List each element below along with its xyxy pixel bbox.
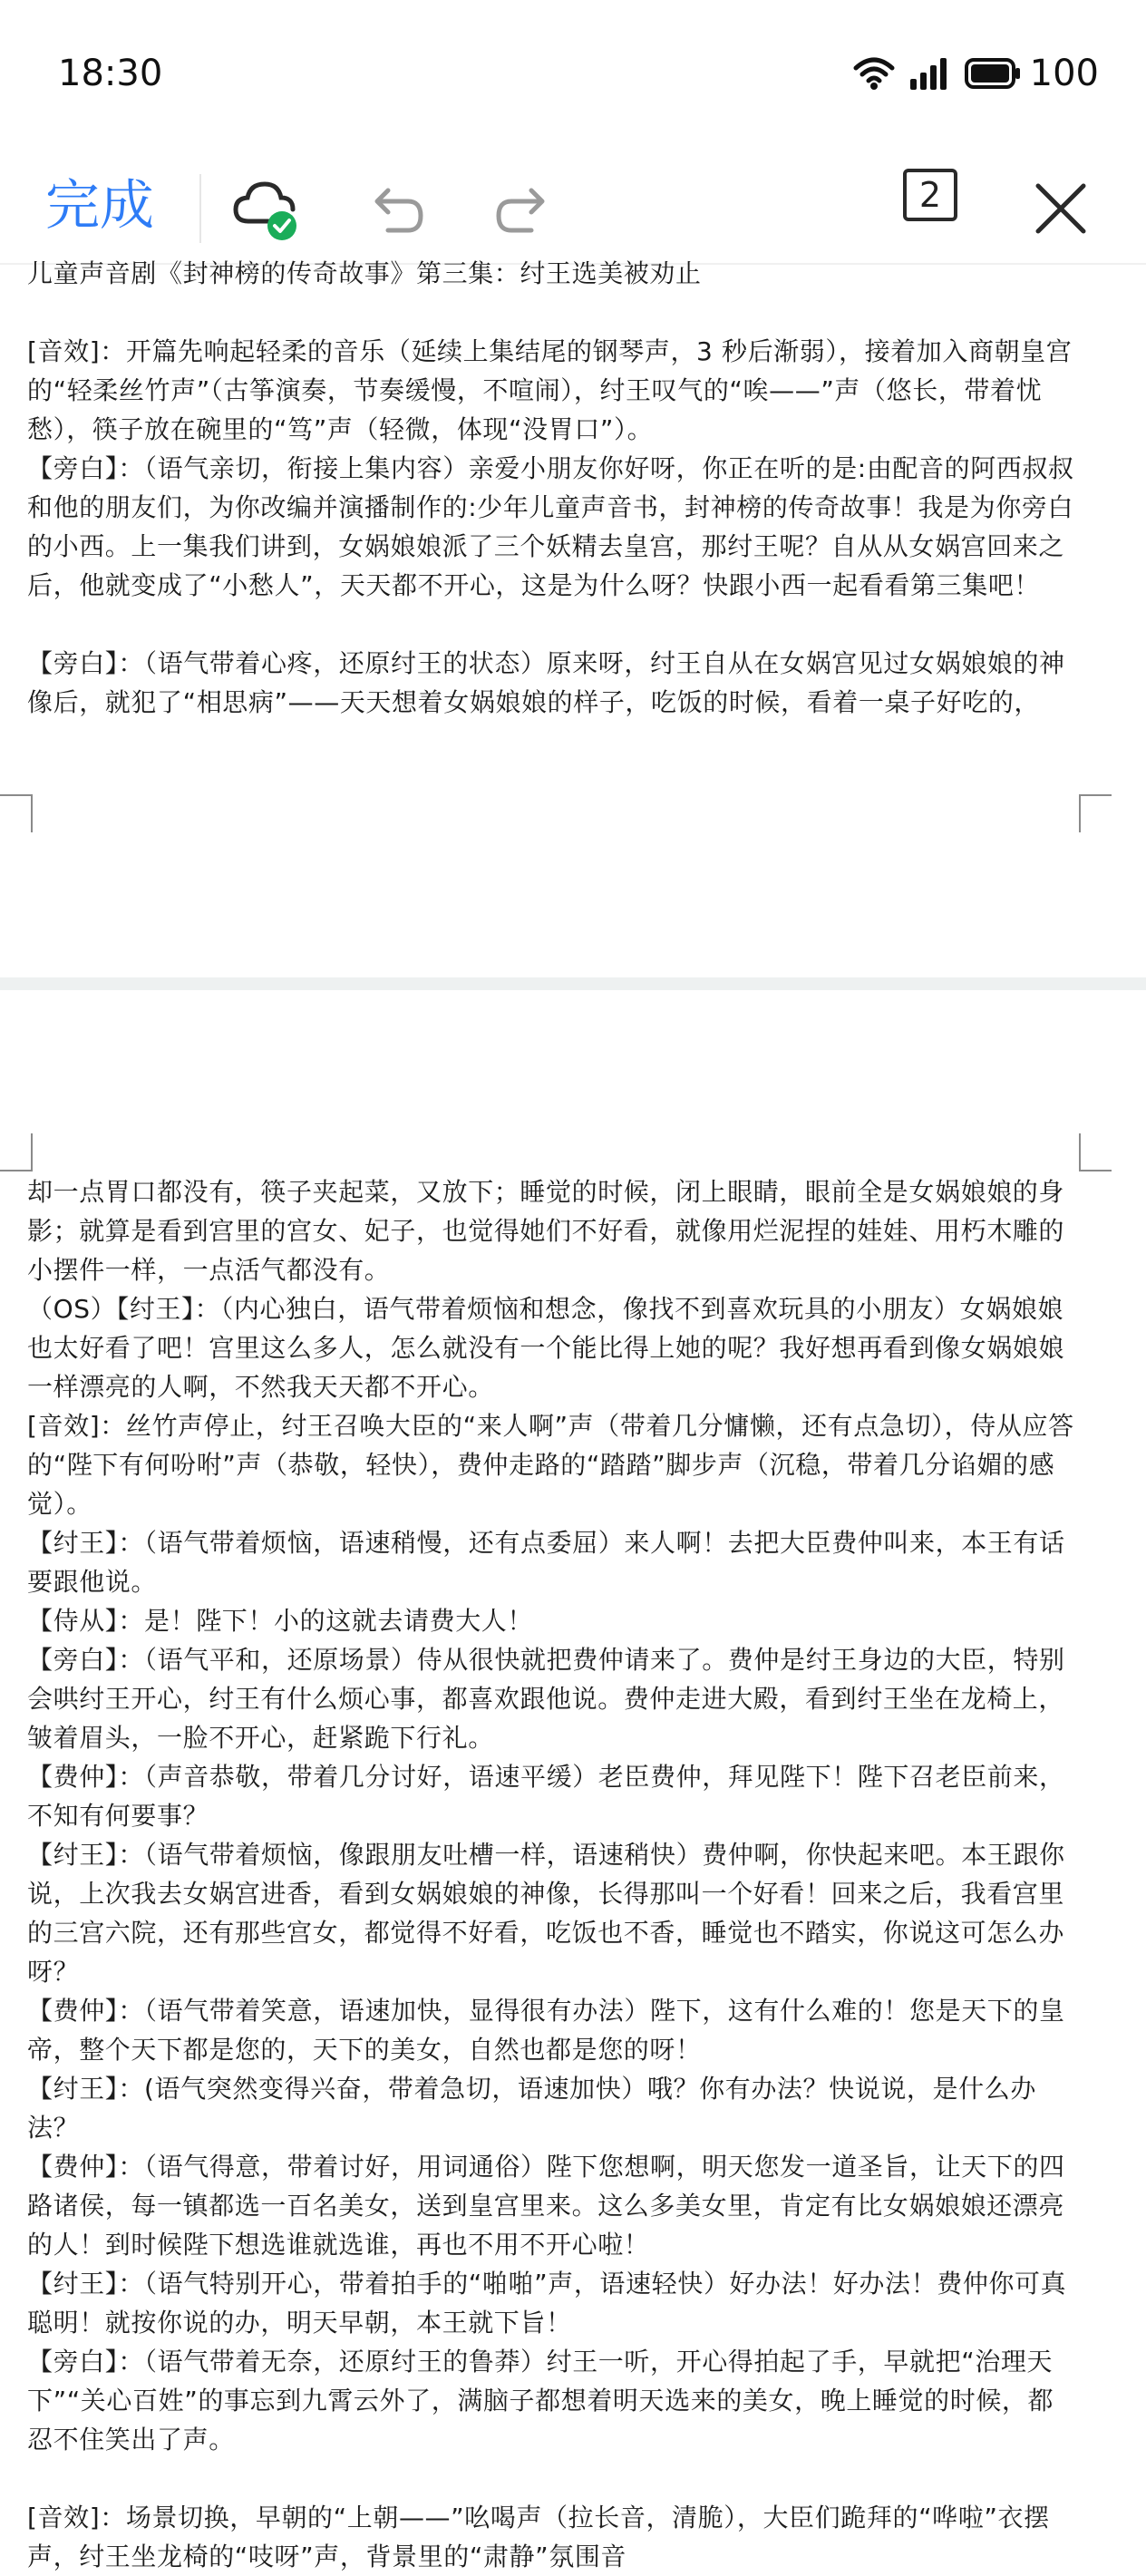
- doc-paragraph: 却一点胃口都没有，筷子夹起菜，又放下；睡觉的时候，闭上眼睛，眼前全是女娲娘娘的身影；就算是看到宫里的宫女、妃子，也觉得她们不好看，就像用烂泥捏的娃娃、用朽木雕的小摆件一样，一点活气都没有。: [27, 1177, 1065, 1285]
- doc-paragraph: [音效]：丝竹声停止，纣王召唤大臣的“来人啊”声（带着几分慵懒，还有点急切），侍从应答的“陛下有何吩咐”声（恭敬，轻快），费仲走路的“踏踏”脚步声（沉稳，带着几分谄媚的感觉）。: [27, 1411, 1074, 1519]
- doc-paragraph: 【纣王】：(语气突然变得兴奋，带着急切，语速加快）哦？你有办法？快说说，是什么办法？: [27, 2074, 1036, 2143]
- status-icons: [852, 53, 1099, 94]
- battery-level: 100: [1029, 53, 1099, 94]
- doc-paragraph: 【侍从】：是！陛下！小的这就去请费大人！: [27, 1606, 534, 1636]
- editor-toolbar: [0, 154, 1146, 265]
- doc-paragraph: 【旁白】：（语气亲切，衔接上集内容）亲爱小朋友你好呀，你正在听的是:由配音的阿西叔叔和他的朋友们，为你改编并演播制作的:少年儿童声音书，封神榜的传奇故事！我是为你旁白的小西。上一集我们讲到，女娲娘娘派了三个妖精去皇宫，那纣王呢？自从从女娲宫回来之后，他就变成了“小愁人”，天天都不开心，这是为什么呀？快跟小西一起看看第三集吧！: [27, 453, 1074, 600]
- toolbar-divider: [199, 174, 201, 243]
- redo-icon[interactable]: [481, 165, 568, 252]
- done-button[interactable]: 完成: [45, 174, 154, 238]
- doc-paragraph: 【纣王】：（语气带着烦恼，像跟朋友吐槽一样，语速稍快）费仲啊，你快起来吧。本王跟你说，上次我去女娲宫进香，看到女娲娘娘的神像，长得那叫一个好看！回来之后，我看宫里的三宫六院，还有那些宫女，都觉得不好看，吃饭也不香，睡觉也不踏实，你说这可怎么办呀？: [27, 1840, 1065, 1987]
- doc-title: 儿童声音剧《封神榜的传奇故事》第三集：纣王选美被劝止: [27, 258, 702, 288]
- page-corner-mark: [0, 794, 33, 832]
- close-icon[interactable]: [1017, 165, 1104, 252]
- page-corner-mark: [0, 1133, 33, 1171]
- doc-paragraph: 【费仲】：（声音恭敬，带着几分讨好，语速平缓）老臣费仲，拜见陛下！陛下召老臣前来，不知有何要事？: [27, 1762, 1065, 1831]
- doc-paragraph: 【旁白】：（语气带着心疼，还原纣王的状态）原来呀，纣王自从在女娲宫见过女娲娘娘的神像后，就犯了“相思病”——天天想着女娲娘娘的样子，吃饭的时候，看着一桌子好吃的，: [27, 648, 1065, 717]
- battery-icon: [965, 58, 1021, 89]
- doc-paragraph: 【旁白】：（语气带着无奈，还原纣王的鲁莽）纣王一听，开心得拍起了手，早就把“治理天下”“关心百姓”的事忘到九霄云外了，满脑子都想着明天选来的美女，晚上睡觉的时候，都忍不住笑出了声。: [27, 2347, 1054, 2454]
- status-time: 18:30: [58, 53, 163, 94]
- status-bar: [0, 0, 1146, 154]
- doc-paragraph: 【费仲】：（语气得意，带着讨好，用词通俗）陛下您想啊，明天您发一道圣旨，让天下的四路诸侯，每一镇都选一百名美女，送到皇宫里来。这么多美女里，肯定有比女娲娘娘还漂亮的人！到时候陛下想选谁就选谁，再也不用不开心啦！: [27, 2152, 1065, 2260]
- page-corner-mark: [1079, 794, 1112, 832]
- signal-icon: [908, 57, 948, 90]
- page-separator: [0, 977, 1146, 990]
- page-corner-mark: [1079, 1133, 1112, 1171]
- doc-paragraph: 【费仲】：（语气带着笑意，语速加快，显得很有办法）陛下，这有什么难的！您是天下的皇帝，整个天下都是您的，天下的美女，自然也都是您的呀！: [27, 1996, 1065, 2065]
- doc-paragraph: [音效]：开篇先响起轻柔的音乐（延续上集结尾的钢琴声，3 秒后渐弱），接着加入商朝皇宫的“轻柔丝竹声”（古筝演奏，节奏缓慢，不喧闹），纣王叹气的“唉——”声（悠长，带着忧愁），筷子放在碗里的“笃”声（轻微，体现“没胃口”）。: [27, 336, 1073, 444]
- document-page-1: [27, 254, 1079, 722]
- document-page-2: [27, 1172, 1079, 2576]
- doc-paragraph: 【纣王】：（语气带着烦恼，语速稍慢，还有点委屈）来人啊！去把大臣费仲叫来，本王有话要跟他说。: [27, 1528, 1065, 1597]
- doc-paragraph: [音效]：场景切换，早朝的“上朝——”吆喝声（拉长音，清脆），大臣们跪拜的“哗啦”衣摆声，纣王坐龙椅的“吱呀”声，背景里的“肃静”氛围音: [27, 2503, 1050, 2571]
- wifi-icon: [852, 55, 896, 92]
- cloud-check-icon[interactable]: [223, 165, 310, 252]
- doc-paragraph: 【旁白】：（语气平和，还原场景）侍从很快就把费仲请来了。费仲是纣王身边的大臣，特别会哄纣王开心，纣王有什么烦心事，都喜欢跟他说。费仲走进大殿，看到纣王坐在龙椅上，皱着眉头，一脸不开心，赶紧跪下行礼。: [27, 1645, 1065, 1753]
- doc-paragraph: （OS）【纣王】：（内心独白，语气带着烦恼和想念，像找不到喜欢玩具的小朋友）女娲娘娘也太好看了吧！宫里这么多人，怎么就没有一个能比得上她的呢？我好想再看到像女娲娘娘一样漂亮的人啊，不然我天天都不开心。: [27, 1294, 1065, 1402]
- page-count-icon[interactable]: [903, 169, 957, 221]
- undo-icon[interactable]: [352, 165, 439, 252]
- doc-paragraph: 【纣王】：（语气特别开心，带着拍手的“啪啪”声，语速轻快）好办法！好办法！费仲你可真聪明！就按你说的办，明天早朝，本王就下旨！: [27, 2269, 1067, 2338]
- page-count-value: 2: [918, 175, 942, 215]
